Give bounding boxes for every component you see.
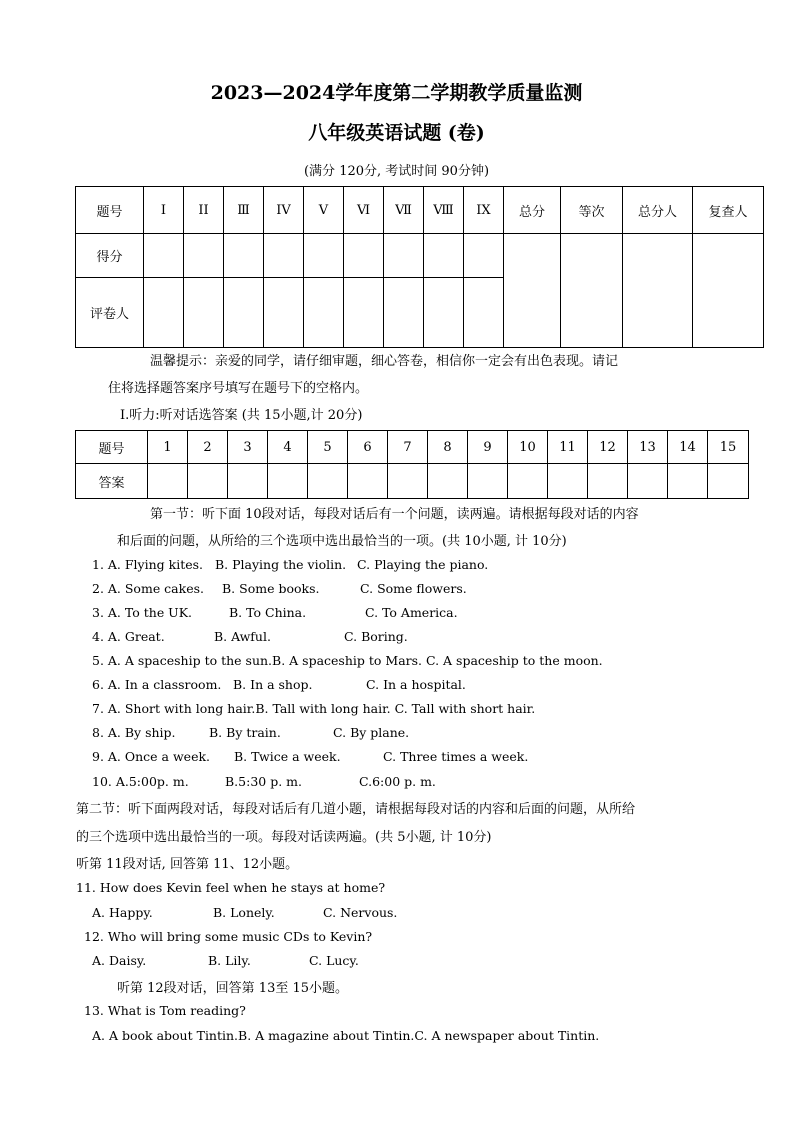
part1-intro-line-1: 第一节：听下面 10段对话，每段对话后有一个问题，读两遍。请根据每段对话的内容 bbox=[150, 507, 639, 522]
table-header-cell: IV bbox=[264, 187, 304, 234]
table-header-cell: Ⅶ bbox=[384, 187, 424, 234]
question-number: 10 bbox=[508, 431, 548, 464]
question-9-option-b: B. Twice a week. bbox=[234, 749, 341, 764]
part2-intro-line-2: 的三个选项中选出最恰当的一项。每段对话读两遍。(共 5小题, 计 10分) bbox=[76, 830, 492, 845]
question-7-options: 7. A. Short with long hair.B. Tall with long hair. C. Tall with short hair. bbox=[92, 701, 536, 716]
question-10-option-b: B.5:30 p. m. bbox=[225, 774, 302, 789]
answer-cell[interactable] bbox=[428, 464, 468, 499]
table-header-cell: 题号 bbox=[76, 187, 144, 234]
question-6-option-a: 6. A. In a classroom. bbox=[92, 677, 222, 692]
question-13: 13. What is Tom reading? bbox=[84, 1003, 246, 1018]
question-4-option-b: B. Awful. bbox=[214, 629, 271, 644]
grader-cell[interactable] bbox=[344, 278, 384, 348]
question-1-option-c: C. Playing the piano. bbox=[357, 557, 489, 572]
question-2-option-a: 2. A. Some cakes. bbox=[92, 581, 204, 596]
question-8-option-b: B. By train. bbox=[209, 725, 281, 740]
answer-cell[interactable] bbox=[668, 464, 708, 499]
table-header-cell: Ⅵ bbox=[344, 187, 384, 234]
table-header-cell: I bbox=[144, 187, 184, 234]
question-4-option-a: 4. A. Great. bbox=[92, 629, 165, 644]
part2-intro-line-1: 第二节：听下面两段对话，每段对话后有几道小题，请根据每段对话的内容和后面的问题，从所给 bbox=[76, 802, 636, 817]
question-number: 15 bbox=[708, 431, 749, 464]
question-11-option-c: C. Nervous. bbox=[323, 905, 398, 920]
question-9-option-c: C. Three times a week. bbox=[383, 749, 529, 764]
table-header-cell: 复查人 bbox=[693, 187, 764, 234]
score-cell[interactable] bbox=[184, 234, 224, 278]
table-header-cell: 等次 bbox=[561, 187, 623, 234]
grader-cell[interactable] bbox=[424, 278, 464, 348]
question-12: 12. Who will bring some music CDs to Kevin? bbox=[84, 929, 373, 944]
question-12-option-b: B. Lily. bbox=[208, 953, 251, 968]
score-cell[interactable] bbox=[424, 234, 464, 278]
score-cell[interactable] bbox=[304, 234, 344, 278]
grader-cell[interactable] bbox=[464, 278, 504, 348]
answer-cell[interactable] bbox=[228, 464, 268, 499]
grader-cell[interactable] bbox=[184, 278, 224, 348]
question-9-option-a: 9. A. Once a week. bbox=[92, 749, 211, 764]
question-2-option-c: C. Some flowers. bbox=[360, 581, 467, 596]
question-11-option-a: A. Happy. bbox=[92, 905, 153, 920]
answer-cell[interactable] bbox=[348, 464, 388, 499]
question-number: 4 bbox=[268, 431, 308, 464]
question-number: 6 bbox=[348, 431, 388, 464]
question-1-option-b: B. Playing the violin. bbox=[215, 557, 347, 572]
answer-cell[interactable] bbox=[548, 464, 588, 499]
table-header-cell: II bbox=[184, 187, 224, 234]
question-11-option-b: B. Lonely. bbox=[213, 905, 275, 920]
grader-cell[interactable] bbox=[144, 278, 184, 348]
question-4-option-c: C. Boring. bbox=[344, 629, 408, 644]
question-8-option-c: C. By plane. bbox=[333, 725, 410, 740]
answer-cell[interactable] bbox=[148, 464, 188, 499]
answer-cell[interactable] bbox=[188, 464, 228, 499]
total-scorer-cell[interactable] bbox=[623, 234, 693, 348]
part1-intro-line-2: 和后面的问题，从所给的三个选项中选出最恰当的一项。(共 10小题, 计 10分) bbox=[117, 534, 567, 549]
grade-cell[interactable] bbox=[561, 234, 623, 348]
row-label: 答案 bbox=[76, 464, 148, 499]
answer-cell[interactable] bbox=[308, 464, 348, 499]
question-11: 11. How does Kevin feel when he stays at home? bbox=[76, 880, 386, 895]
score-cell[interactable] bbox=[384, 234, 424, 278]
question-6-option-c: C. In a hospital. bbox=[366, 677, 466, 692]
question-2-option-b: B. Some books. bbox=[222, 581, 320, 596]
answer-cell[interactable] bbox=[268, 464, 308, 499]
question-3-option-a: 3. A. To the UK. bbox=[92, 605, 193, 620]
table-header-cell: Ⅲ bbox=[224, 187, 264, 234]
score-table bbox=[75, 186, 764, 348]
question-10-option-a: 10. A.5:00p. m. bbox=[92, 774, 189, 789]
tip-line-2: 住将选择题答案序号填写在题号下的空格内。 bbox=[108, 381, 369, 396]
question-10-option-c: C.6:00 p. m. bbox=[359, 774, 436, 789]
question-3-option-c: C. To America. bbox=[365, 605, 458, 620]
score-cell[interactable] bbox=[224, 234, 264, 278]
question-number: 2 bbox=[188, 431, 228, 464]
answer-cell[interactable] bbox=[508, 464, 548, 499]
answer-cell[interactable] bbox=[708, 464, 749, 499]
reviewer-cell[interactable] bbox=[693, 234, 764, 348]
question-number: 5 bbox=[308, 431, 348, 464]
question-number: 9 bbox=[468, 431, 508, 464]
score-table-header-row bbox=[76, 187, 764, 234]
dialog-12-intro: 听第 12段对话，回答第 13至 15小题。 bbox=[117, 981, 349, 996]
table-header-cell: 题号 bbox=[76, 431, 148, 464]
answer-cell[interactable] bbox=[468, 464, 508, 499]
row-label: 得分 bbox=[76, 234, 144, 278]
answer-table bbox=[75, 430, 749, 499]
exam-note: (满分 120分, 考试时间 90分钟) bbox=[303, 164, 490, 179]
question-12-option-a: A. Daisy. bbox=[92, 953, 147, 968]
question-number: 13 bbox=[628, 431, 668, 464]
question-number: 8 bbox=[428, 431, 468, 464]
question-number: 1 bbox=[148, 431, 188, 464]
question-5-options: 5. A. A spaceship to the sun.B. A spaceship to Mars. C. A spaceship to the moon. bbox=[92, 653, 603, 668]
question-number: 12 bbox=[588, 431, 628, 464]
score-row bbox=[76, 234, 764, 278]
section-1-title: Ⅰ.听力:听对话选答案 (共 15小题,计 20分) bbox=[120, 408, 363, 423]
table-header-cell: IX bbox=[464, 187, 504, 234]
row-label: 评卷人 bbox=[76, 278, 144, 348]
answer-cell[interactable] bbox=[388, 464, 428, 499]
question-3-option-b: B. To China. bbox=[229, 605, 307, 620]
exam-subtitle: 八年级英语试题 (卷) bbox=[308, 122, 485, 144]
question-1-option-a: 1. A. Flying kites. bbox=[92, 557, 204, 572]
question-6-option-b: B. In a shop. bbox=[233, 677, 313, 692]
score-cell[interactable] bbox=[264, 234, 304, 278]
answer-cell[interactable] bbox=[628, 464, 668, 499]
exam-title: 2023—2024学年度第二学期教学质量监测 bbox=[210, 82, 583, 104]
answer-cell[interactable] bbox=[588, 464, 628, 499]
grader-cell[interactable] bbox=[224, 278, 264, 348]
answer-row bbox=[76, 464, 749, 499]
grader-cell[interactable] bbox=[384, 278, 424, 348]
dialog-11-intro: 听第 11段对话, 回答第 11、12小题。 bbox=[76, 857, 299, 872]
question-13-options: A. A book about Tintin.B. A magazine about Tintin.C. A newspaper about Tintin. bbox=[92, 1028, 600, 1043]
score-cell[interactable] bbox=[464, 234, 504, 278]
tip-line-1: 温馨提示：亲爱的同学，请仔细审题，细心答卷，相信你一定会有出色表现。请记 bbox=[150, 354, 619, 369]
question-8-option-a: 8. A. By ship. bbox=[92, 725, 176, 740]
table-header-cell: Ⅷ bbox=[424, 187, 464, 234]
question-number: 3 bbox=[228, 431, 268, 464]
grader-cell[interactable] bbox=[264, 278, 304, 348]
grader-cell[interactable] bbox=[304, 278, 344, 348]
table-header-cell: 总分 bbox=[504, 187, 561, 234]
score-cell[interactable] bbox=[144, 234, 184, 278]
table-header-cell: V bbox=[304, 187, 344, 234]
table-header-cell: 总分人 bbox=[623, 187, 693, 234]
total-score-cell[interactable] bbox=[504, 234, 561, 348]
question-12-option-c: C. Lucy. bbox=[309, 953, 359, 968]
question-number: 7 bbox=[388, 431, 428, 464]
question-number: 14 bbox=[668, 431, 708, 464]
score-cell[interactable] bbox=[344, 234, 384, 278]
answer-table-number-row bbox=[76, 431, 749, 464]
question-number: 11 bbox=[548, 431, 588, 464]
